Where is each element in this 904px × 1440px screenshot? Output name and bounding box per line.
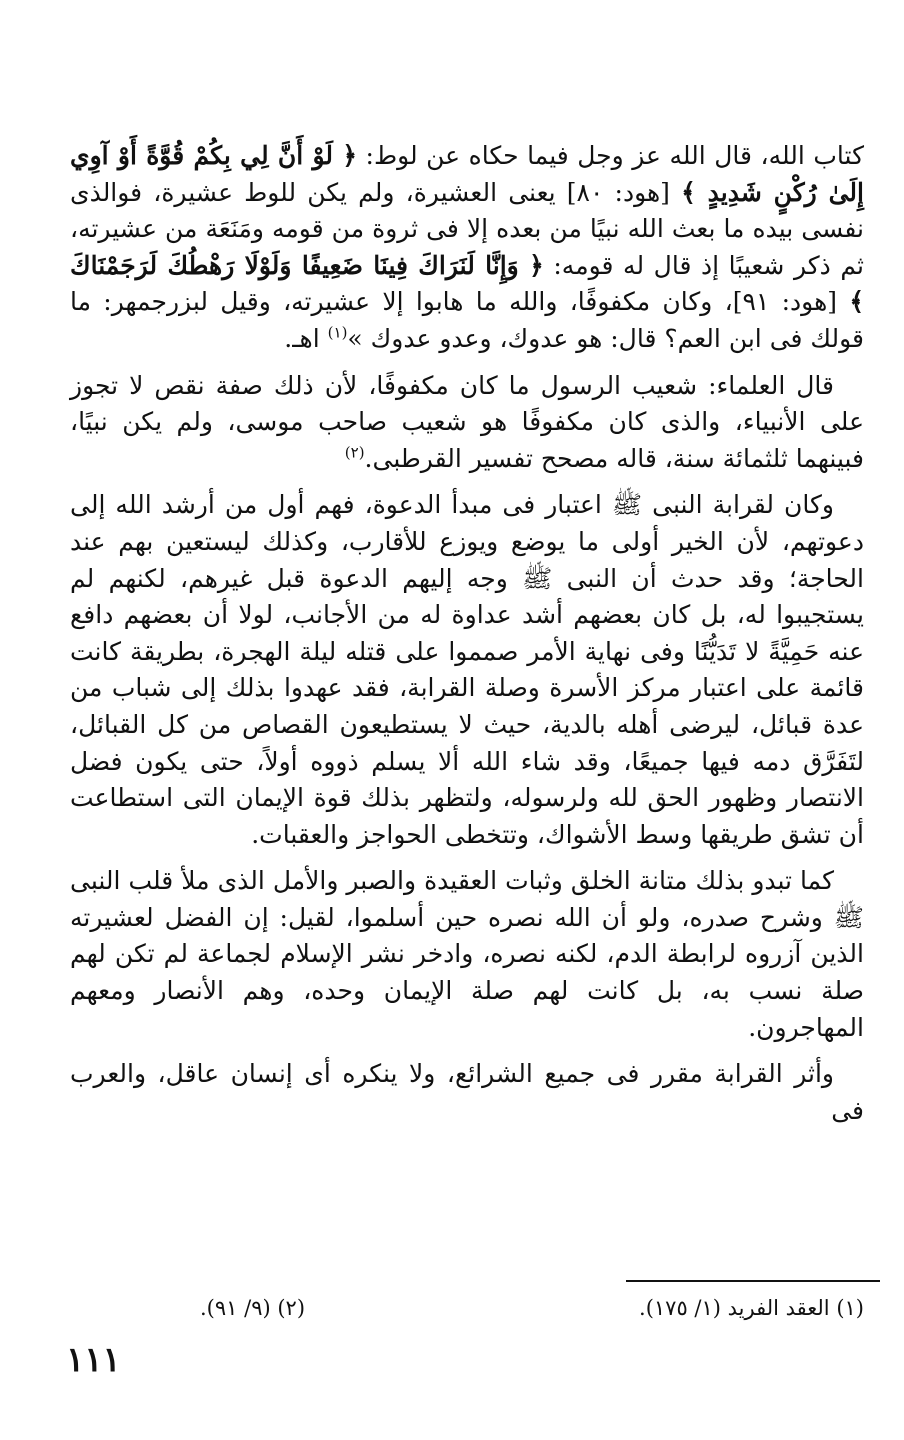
- paragraph-1-mid: [هود: ٨٠] يعنى العشيرة، ولم يكن للوط عشيرة، فوالذى نفسى بيده ما بعث الله نبيًا من بعده إلا فى ثروة من قومه ومَنَعَة من عشيرته، ثم ذكر شعيبًا إذ قال له قومه:: [70, 177, 864, 280]
- paragraph-1-lead: كتاب الله، قال الله عز وجل فيما حكاه عن لوط:: [356, 141, 864, 170]
- quran-verse-hud-80: ﴿ لَوْ أَنَّ لِي بِكُمْ قُوَّةً أَوْ آوِي إِلَىٰ رُكْنٍ شَدِيدٍ ﴾: [70, 141, 864, 207]
- quran-verse-hud-91: ﴿ وَإِنَّا لَنَرَاكَ فِينَا ضَعِيفًا وَلَوْلَا رَهْطُكَ لَرَجَمْنَاكَ ﴾: [70, 250, 864, 317]
- footnote-1: (١) العقد الفريد (١/ ١٧٥).: [639, 1296, 864, 1320]
- paragraph-1-end: اهـ.: [284, 323, 328, 353]
- paragraph-5: وأثر القرابة مقرر فى جميع الشرائع، ولا ينكره أى إنسان عاقل، والعرب فى: [70, 1059, 864, 1125]
- paragraph-4: كما تبدو بذلك متانة الخلق وثبات العقيدة والصبر والأمل الذى ملأ قلب النبى ﷺ وشرح صدره، ولو أن الله نصره حين أسلموا، لقيل: إن الفضل لعشيرته الذين آزروه لرابطة الدم، لكنه نصره، وادخر نشر الإسلام لجماعة لم تكن لهم صلة نسب به، بل كانت لهم صلة الإيمان وحده، وهم الأنصار ومعهم المهاجرون.: [70, 866, 864, 1042]
- paragraph-1-tail: [هود: ٩١]، وكان مكفوفًا، والله ما هابوا إلا عشيرته، وقيل لبزرجمهر: ما قولك فى ابن العم؟ قال: هو عدوك، وعدو عدوك »: [70, 287, 864, 353]
- main-text: [70, 138, 864, 1139]
- paragraph-3: وكان لقرابة النبى ﷺ اعتبار فى مبدأ الدعوة، فهم أول من أرشد الله إلى دعوتهم، لأن الخير أولى ما يوضع ويوزع للأقارب، وكذلك ليستعين بهم عند الحاجة؛ وقد حدث أن النبى ﷺ وجه إليهم الدعوة قبل غيرهم، لكنهم لم يستجيبوا له، بل كان بعضهم أشد عداوة له من الأجانب، لولا أن بعضهم دافع عنه حَمِيَّةً لا تَدَيُّنًا وفى نهاية الأمر صمموا على قتله ليلة الهجرة، بطريقة كانت قائمة على اعتبار مركز الأسرة وصلة القرابة، فقد عهدوا بذلك إلى شباب من عدة قبائل، ليرضى أهله بالدية، حيث لا يستطيعون القصاص من كل القبائل، لتَفَرَّق دمه فيها جميعًا، وقد شاء الله ألا يسلم ذووه أولاً، حتى يكون فضل الانتصار وظهور الحق لله ولرسوله، ولتظهر بذلك قوة الإيمان التى استطاعت أن تشق طريقها وسط الأشواك، وتتخطى الحواجز والعقبات.: [70, 490, 865, 849]
- footnote-divider: [626, 1280, 880, 1282]
- footnote-2: (٢) (٩/ ٩١).: [200, 1296, 306, 1320]
- page-number: ١١١: [66, 1340, 121, 1380]
- paragraph-2-text: قال العلماء: شعيب الرسول ما كان مكفوفًا، لأن ذلك صفة نقص لا تجوز على الأنبياء، والذى كان مكفوفًا هو شعيب صاحب موسى، ولم يكن نبيًا، فبينهما ثلثمائة سنة، قاله مصحح تفسير القرطبى.: [70, 370, 864, 473]
- paragraph-2: [70, 368, 864, 478]
- paragraph-1: [70, 138, 864, 358]
- footnote-ref-2: (٢): [344, 443, 365, 462]
- footnotes: [200, 1296, 864, 1320]
- footnote-ref-1: (١): [327, 323, 348, 342]
